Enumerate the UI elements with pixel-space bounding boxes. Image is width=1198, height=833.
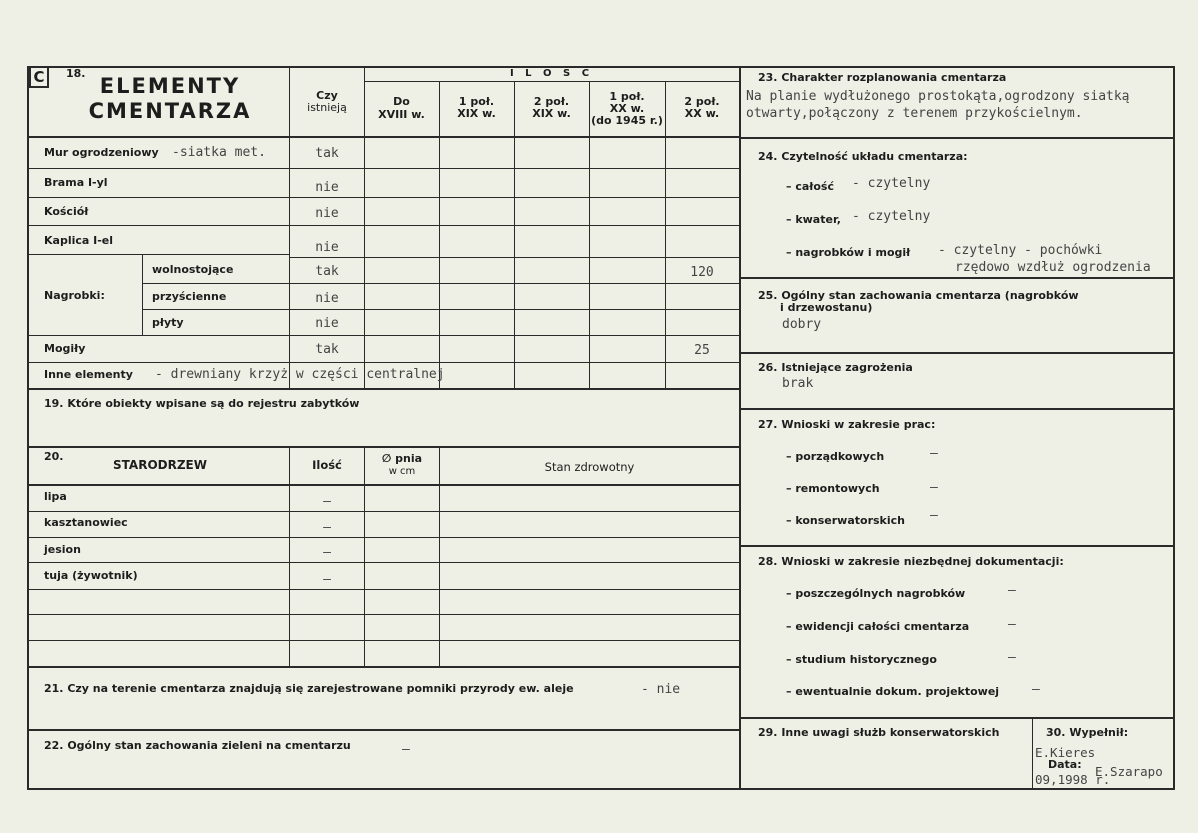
s28-item-value: – — [1032, 682, 1040, 697]
s20-num: 20. — [44, 450, 64, 463]
ilosc-underline — [364, 81, 739, 82]
s30-label: 30. Wypełnił: — [1046, 726, 1129, 739]
kaplica-exists: nie — [315, 240, 339, 255]
row-line-brama — [27, 197, 739, 198]
period-div-3 — [589, 81, 590, 388]
period-1-l1: Do — [393, 95, 410, 108]
col-exists-left — [289, 66, 290, 388]
s24-nagrobkow-value1: - czytelny - pochówki — [938, 243, 1103, 258]
s28-item-label: – ewidencji całości cmentarza — [786, 620, 970, 633]
s26-value: brak — [782, 376, 814, 391]
s19-top — [27, 388, 739, 390]
tree-ilosc: – — [323, 545, 331, 560]
s27-item-value: – — [930, 480, 938, 495]
s20-row-3 — [27, 562, 739, 563]
wolno-exists: tak — [315, 264, 339, 279]
period-5-l1: 2 poł. — [684, 95, 720, 108]
period-div-4 — [665, 81, 666, 388]
period-5-l2: XX w. — [684, 107, 720, 120]
ilosc-header: I L O Ś Ć — [509, 68, 594, 79]
tree-ilosc: – — [323, 572, 331, 587]
nagrobki-label: Nagrobki: — [44, 289, 105, 302]
brama-exists: nie — [315, 180, 339, 195]
s24-kwater-label: – kwater, — [786, 213, 841, 226]
s19-bottom — [27, 446, 739, 448]
row-line-plyty — [27, 335, 739, 336]
s20-row-6 — [27, 640, 739, 641]
s24-nagrobkow-label: – nagrobków i mogił — [786, 246, 911, 259]
row-line-kaplica-a — [27, 254, 289, 255]
s18-title-line2: CMENTARZA — [88, 99, 252, 123]
col-exists-header-1: Czy — [316, 89, 338, 102]
s24-calosc-label: – całość — [786, 180, 834, 193]
s27-item-value: – — [930, 446, 938, 461]
s28-label: 28. Wnioski w zakresie niezbędnej dokumentacji: — [758, 555, 1064, 568]
s20-col-stan: Stan zdrowotny — [544, 460, 635, 474]
period-1-l2: XVIII w. — [378, 108, 425, 121]
s20-title: STARODRZEW — [113, 458, 207, 472]
row-line-mogily — [27, 362, 739, 363]
card-letter-box — [29, 66, 49, 88]
mur-label: Mur ogrodzeniowy — [44, 146, 159, 159]
s24-label: 24. Czytelność układu cmentarza: — [758, 150, 968, 163]
s20-row-2 — [27, 537, 739, 538]
kosciol-exists: nie — [315, 206, 339, 221]
s25-value: dobry — [782, 317, 822, 332]
s18-title-line1: ELEMENTY — [99, 74, 241, 98]
period-div-1 — [439, 81, 440, 388]
tree-name: jesion — [44, 543, 81, 556]
s20-row-1 — [27, 511, 739, 512]
s25-label-1: 25. Ogólny stan zachowania cmentarza (nagrobków — [758, 289, 1079, 302]
s27-item-label: – porządkowych — [786, 450, 885, 463]
s23-line1: Na planie wydłużonego prostokąta,ogrodzony siatką — [746, 89, 1130, 104]
s28-item-value: – — [1008, 583, 1016, 598]
period-div-2 — [514, 81, 515, 388]
s18-num: 18. — [66, 67, 86, 80]
period-4-l3: (do 1945 r.) — [591, 114, 663, 127]
row-line-mur — [27, 168, 739, 169]
nagrobki-sub-divider — [142, 254, 143, 335]
s28-item-value: – — [1008, 617, 1016, 632]
period-3-l1: 2 poł. — [533, 95, 570, 108]
row-line-kosciol — [27, 225, 739, 226]
wolno-label: wolnostojące — [152, 263, 234, 276]
s22-value: – — [402, 742, 410, 757]
s23-line2: otwarty,połączony z terenem przykościelnym. — [746, 106, 1083, 121]
s30-date: 09,1998 r. — [1035, 772, 1111, 787]
przy-label: przyścienne — [152, 290, 227, 303]
kosciol-label: Kościół — [44, 205, 89, 218]
s20-col-ilosc: Ilość — [312, 458, 342, 472]
s21-top — [27, 666, 739, 668]
row-line-kaplica-b — [289, 257, 739, 258]
s27-item-value: – — [930, 508, 938, 523]
s20-header-bottom — [27, 484, 739, 486]
plyty-exists: nie — [315, 316, 339, 331]
period-2-l2: XIX w. — [457, 107, 496, 120]
s20-row-4 — [27, 589, 739, 590]
inne-label: Inne elementy — [44, 368, 133, 381]
s29-label: 29. Inne uwagi służb konserwatorskich — [758, 726, 1000, 739]
s24-kwater-value: - czytelny — [852, 209, 931, 224]
s20-div-2 — [364, 446, 365, 666]
s26-bottom — [739, 408, 1175, 410]
divider-main — [739, 66, 741, 790]
s20-col-pien-2: w cm — [388, 466, 416, 477]
s20-col-pien-1: ∅ pnia — [381, 452, 423, 465]
przy-exists: nie — [315, 291, 339, 306]
s30-name1: E.Kieres — [1035, 745, 1096, 760]
inne-value: - drewniany krzyż w części centralnej — [155, 367, 445, 382]
s27-label: 27. Wnioski w zakresie prac: — [758, 418, 936, 431]
period-3-l2: XIX w. — [532, 107, 571, 120]
plyty-label: płyty — [152, 316, 184, 329]
s28-item-label: – ewentualnie dokum. projektowej — [786, 685, 1000, 698]
s28-item-value: – — [1008, 650, 1016, 665]
s28-bottom — [739, 717, 1175, 719]
brama-label: Brama I-yl — [44, 176, 108, 189]
s25-label-2: i drzewostanu) — [780, 301, 873, 314]
s19-label: 19. Które obiekty wpisane są do rejestru zabytków — [44, 397, 360, 410]
wolno-count: 120 — [690, 265, 714, 280]
col-exists-header-2: istnieją — [307, 101, 347, 114]
s22-label: 22. Ogólny stan zachowania zieleni na cmentarzu — [44, 739, 351, 752]
mogily-exists: tak — [315, 342, 339, 357]
s28-item-label: – studium historycznego — [786, 653, 937, 666]
s25-bottom — [739, 352, 1175, 354]
mur-exists: tak — [315, 146, 339, 161]
kaplica-label: Kaplica I-el — [44, 234, 114, 247]
s21-value: - nie — [641, 682, 681, 697]
mogily-label: Mogiły — [44, 342, 86, 355]
s24-nagrobkow-value2: rzędowo wzdłuż ogrodzenia — [955, 260, 1151, 275]
period-4-l2: XX w. — [609, 102, 645, 115]
tree-name: lipa — [44, 490, 67, 503]
s27-item-label: – konserwatorskich — [786, 514, 905, 527]
s18-header-bottom — [27, 136, 739, 138]
s20-row-5 — [27, 614, 739, 615]
s27-bottom — [739, 545, 1175, 547]
s24-calosc-value: - czytelny — [852, 176, 931, 191]
period-4-l1: 1 poł. — [609, 90, 645, 103]
tree-name: tuja (żywotnik) — [44, 569, 138, 582]
tree-name: kasztanowiec — [44, 516, 128, 529]
tree-ilosc: – — [323, 520, 331, 535]
s30-divider — [1032, 717, 1033, 790]
mogily-count: 25 — [694, 343, 710, 358]
s24-bottom — [739, 277, 1175, 279]
s30-name2: E.Szarapo — [1095, 764, 1163, 779]
s23-bottom — [739, 137, 1175, 139]
s22-top — [27, 729, 739, 731]
row-line-przy — [142, 309, 739, 310]
s21-label: 21. Czy na terenie cmentarza znajdują się zarejestrowane pomniki przyrody ew. aleje — [44, 682, 574, 695]
mur-detail: -siatka met. — [172, 145, 266, 160]
s20-div-3 — [439, 446, 440, 666]
row-line-wolno — [142, 283, 739, 284]
s26-label: 26. Istniejące zagrożenia — [758, 361, 913, 374]
s30-data-label: Data: — [1048, 758, 1082, 771]
s28-item-label: – poszczególnych nagrobków — [786, 587, 966, 600]
period-2-l1: 1 poł. — [458, 95, 495, 108]
s27-item-label: – remontowych — [786, 482, 880, 495]
s23-label: 23. Charakter rozplanowania cmentarza — [758, 71, 1007, 84]
card-letter: C — [33, 68, 45, 86]
tree-ilosc: – — [323, 494, 331, 509]
